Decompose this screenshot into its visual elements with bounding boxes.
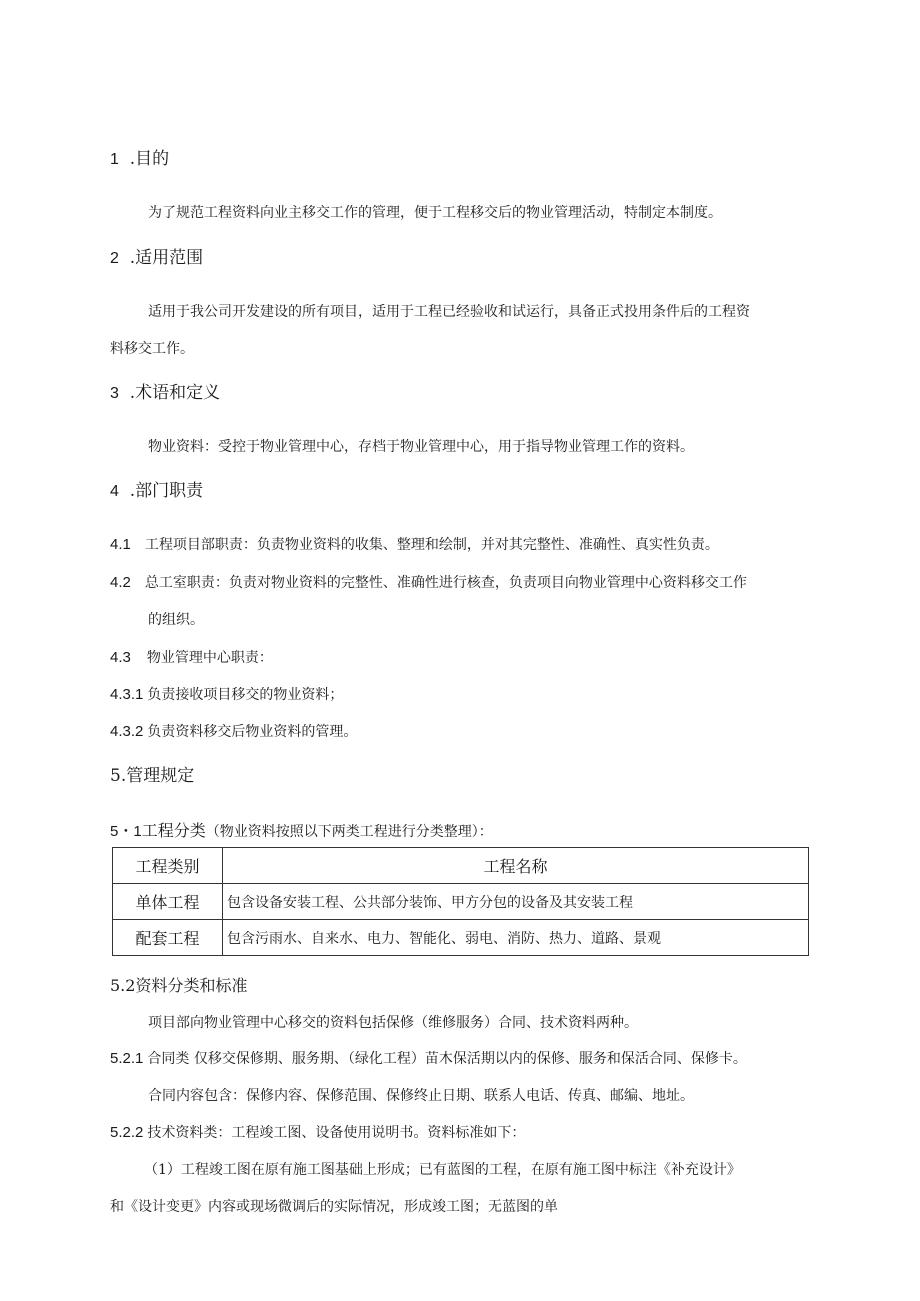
section-4-heading <box>110 476 203 501</box>
section-3-body: 物业资料：受控于物业管理中心，存档于物业管理中心，用于指导物业管理工作的资料。 <box>148 439 694 455</box>
item-number: 5.2.1 <box>110 1050 144 1067</box>
section-number: 3 <box>110 385 119 402</box>
item-4-3-2 <box>110 721 357 741</box>
section-5-heading: 5.管理规定 <box>110 766 195 786</box>
section-2-body-line2: 料移交工作。 <box>110 341 194 357</box>
section-5-2-heading: 5.2资料分类和标准 <box>110 976 248 995</box>
item-number: 4.3 <box>110 649 131 666</box>
section-title: .适用范围 <box>129 248 204 268</box>
section-2-body-line1: 适用于我公司开发建设的所有项目，适用于工程已经验收和试运行，具备正式投用条件后的工程资 <box>148 304 750 320</box>
section-3-heading <box>110 378 220 403</box>
table-header-cell: 工程名称 <box>223 848 809 884</box>
table-row <box>113 920 809 956</box>
item-5-2-1 <box>110 1048 747 1068</box>
item-4-3 <box>110 647 273 667</box>
table-header-cell: 工程类别 <box>113 848 223 884</box>
section-5-1-heading <box>110 818 493 841</box>
engineering-classification-table <box>112 847 809 956</box>
section-1-heading <box>110 144 169 169</box>
table-cell-category: 配套工程 <box>113 920 223 956</box>
table-header-row <box>113 848 809 884</box>
item-note: （物业资料按照以下两类工程进行分类整理）： <box>205 824 493 840</box>
item-4-2 <box>110 572 747 592</box>
item-number: 5.2.2 <box>110 1124 144 1141</box>
item-number: 4.3.1 <box>110 686 144 703</box>
section-1-body: 为了规范工程资料向业主移交工作的管理，便于工程移交后的物业管理活动，特制定本制度。 <box>148 205 722 221</box>
paragraph-1 <box>144 1159 741 1179</box>
table-cell-name: 包含设备安装工程、公共部分装饰、甲方分包的设备及其安装工程 <box>223 884 809 920</box>
section-2-heading <box>110 243 203 268</box>
paragraph-1-continuation: 和《设计变更》内容或现场微调后的实际情况，形成竣工图；无蓝图的单 <box>110 1199 558 1215</box>
section-number: 1 <box>110 151 119 168</box>
table-row <box>113 884 809 920</box>
section-number: 2 <box>110 250 119 267</box>
item-text: 负责资料移交后物业资料的管理。 <box>147 724 358 740</box>
item-5-2-2 <box>110 1122 525 1142</box>
section-number: 4 <box>110 483 119 500</box>
item-4-2-continuation: 的组织。 <box>148 612 204 628</box>
item-text: 工程项目部职责：负责物业资料的收集、整理和绘制，并对其完整性、准确性、真实性负责。 <box>144 537 719 553</box>
item-text: 物业管理中心职责： <box>146 650 273 666</box>
item-text: 负责接收项目移交的物业资料； <box>147 687 344 703</box>
item-5-2-1-continuation: 合同内容包含：保修内容、保修范围、保修终止日期、联系人电话、传真、邮编、地址。 <box>148 1088 694 1104</box>
item-number: 4.2 <box>110 574 131 591</box>
section-5-2-body: 项目部向物业管理中心移交的资料包括保修（维修服务）合同、技术资料两种。 <box>148 1015 638 1031</box>
item-title: 工程分类 <box>141 821 206 840</box>
paragraph-number: （1） <box>144 1162 181 1178</box>
item-4-1 <box>110 534 719 554</box>
section-title: .目的 <box>129 149 170 169</box>
table-cell-category: 单体工程 <box>113 884 223 920</box>
paragraph-text: 工程竣工图在原有施工图基础上形成；已有蓝图的工程，在原有施工图中标注《补充设计》 <box>180 1162 741 1178</box>
item-text: 技术资料类：工程竣工图、设备使用说明书。资料标准如下： <box>147 1125 526 1141</box>
item-number: 5・1 <box>110 823 142 840</box>
item-text: 总工室职责：负责对物业资料的完整性、准确性进行核查，负责项目向物业管理中心资料移交工作 <box>144 575 747 591</box>
item-4-3-1 <box>110 684 343 704</box>
section-title: .术语和定义 <box>129 383 221 403</box>
item-text: 合同类 仅移交保修期、服务期、（绿化工程）苗木保活期以内的保修、服务和保活合同、保修卡。 <box>147 1051 747 1067</box>
section-title: .部门职责 <box>129 481 204 501</box>
table-cell-name: 包含污雨水、自来水、电力、智能化、弱电、消防、热力、道路、景观 <box>223 920 809 956</box>
item-number: 4.3.2 <box>110 723 144 740</box>
item-number: 4.1 <box>110 536 131 553</box>
